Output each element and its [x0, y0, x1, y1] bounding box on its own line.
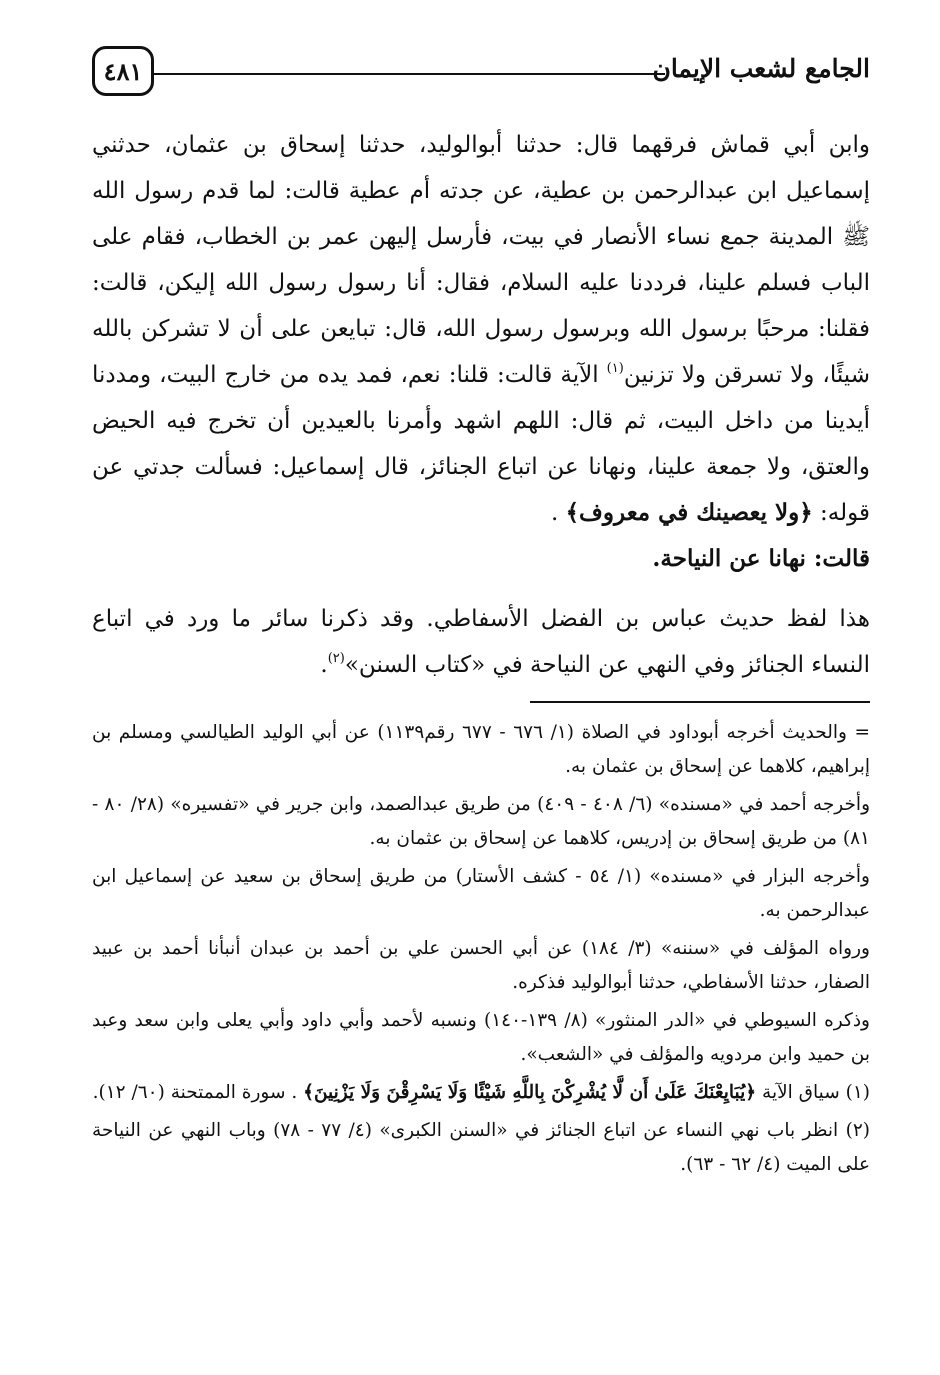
paragraph-1-last-line: قالت: نهانا عن النياحة. — [652, 545, 870, 572]
page-header — [92, 46, 870, 102]
footnote-1 — [92, 1076, 870, 1110]
footnote-1-verse: ﴿يُبَايِعْنَكَ عَلَىٰ أَن لَّا يُشْرِكْنَ بِاللَّهِ شَيْئًا وَلَا يَسْرِقْنَ وَلَا يَزْنِينَ﴾ — [303, 1082, 757, 1103]
quran-quote: ﴿ولا يعصينك في معروف﴾ — [565, 499, 813, 526]
footnote-ref-2: (٢) — [327, 651, 345, 666]
paragraph-1-continuation: الآية قالت: قلنا: نعم، فمد يده من خارج البيت، ومددنا أيدينا من داخل البيت، ثم قال: اللهم اشهد وأمرنا بالعيدين أن تخرج فيه الحيض والعتق، ولا جمعة علينا، ونهانا عن اتباع الجنائز، قال إسماعيل: فسألت جدتي عن قوله: — [92, 362, 870, 526]
header-rule — [154, 73, 665, 75]
footnote-continuation-4: ورواه المؤلف في «سننه» (٣/ ١٨٤) عن أبي الحسن علي بن أحمد بن عبدان أنبأنا أحمد بن عبيد الصفار، حدثنا الأسفاطي، حدثنا أبوالوليد فذكره. — [92, 938, 870, 993]
footnote-continuation-5: وذكره السيوطي في «الدر المنثور» (٨/ ١٣٩-١٤٠) ونسبه لأحمد وأبي داود وأبي يعلى وابن سعد وعبد بن حميد وابن مردويه والمؤلف في «الشعب». — [92, 1010, 870, 1065]
paragraph-2-text: هذا لفظ حديث عباس بن الفضل الأسفاطي. وقد ذكرنا سائر ما ورد في اتباع النساء الجنائز وفي النهي عن النياحة في «كتاب السنن» — [92, 606, 870, 678]
footnote-2: (٢) انظر باب نهي النساء عن اتباع الجنائز في «السنن الكبرى» (٤/ ٧٧ - ٧٨) وباب النهي عن النياحة على الميت (٤/ ٦٢ - ٦٣). — [92, 1120, 870, 1175]
footnote-1-label: (١) سياق الآية — [756, 1082, 870, 1103]
paragraph-2-end: . — [320, 652, 328, 678]
footnote-ref-1: (١) — [606, 361, 624, 376]
footnote-continuation-3: وأخرجه البزار في «مسنده» (١/ ٥٤ - كشف الأستار) من طريق إسحاق بن سعيد عن إسماعيل ابن عبدالرحمن به. — [92, 866, 870, 921]
paragraph-2 — [92, 596, 870, 688]
page-number: ٤٨١ — [92, 46, 154, 96]
footnote-continuation-1: = والحديث أخرجه أبوداود في الصلاة (١/ ٦٧٦ - ٦٧٧ رقم١١٣٩) عن أبي الوليد الطيالسي ومسلم بن إبراهيم، كلاهما عن إسحاق بن عثمان به. — [92, 722, 871, 777]
paragraph-1-text: وابن أبي قماش فرقهما قال: حدثنا أبوالوليد، حدثنا إسحاق بن عثمان، حدثني إسماعيل ابن عبدالرحمن بن عطية، عن جدته أم عطية قالت: لما قدم رسول الله ﷺ المدينة جمع نساء الأنصار في بيت، فأرسل إليهن عمر بن الخطاب، فقام على الباب فسلم علينا، فرددنا عليه السلام، فقال: أنا رسول رسول الله إليكن، قالت: فقلنا: مرحبًا برسول الله وبرسول رسول الله، قال: تبايعن على أن لا تشركن بالله شيئًا، ولا تسرقن ولا تزنين — [92, 132, 870, 388]
paragraph-1 — [92, 122, 870, 582]
footnote-separator — [530, 701, 870, 703]
quote-end: . — [550, 500, 566, 526]
main-text — [92, 122, 870, 688]
footnote-1-end: . سورة الممتحنة (٦٠/ ١٢). — [92, 1082, 304, 1103]
footnotes — [92, 716, 870, 1186]
running-title: الجامع لشعب الإيمان — [652, 54, 870, 83]
footnote-continuation-2: وأخرجه أحمد في «مسنده» (٦/ ٤٠٨ - ٤٠٩) من طريق عبدالصمد، وابن جرير في «تفسيره» (٢٨/ ٨٠ - ٨١) من طريق إسحاق بن إدريس، كلاهما عن إسحاق بن عثمان به. — [92, 794, 870, 849]
